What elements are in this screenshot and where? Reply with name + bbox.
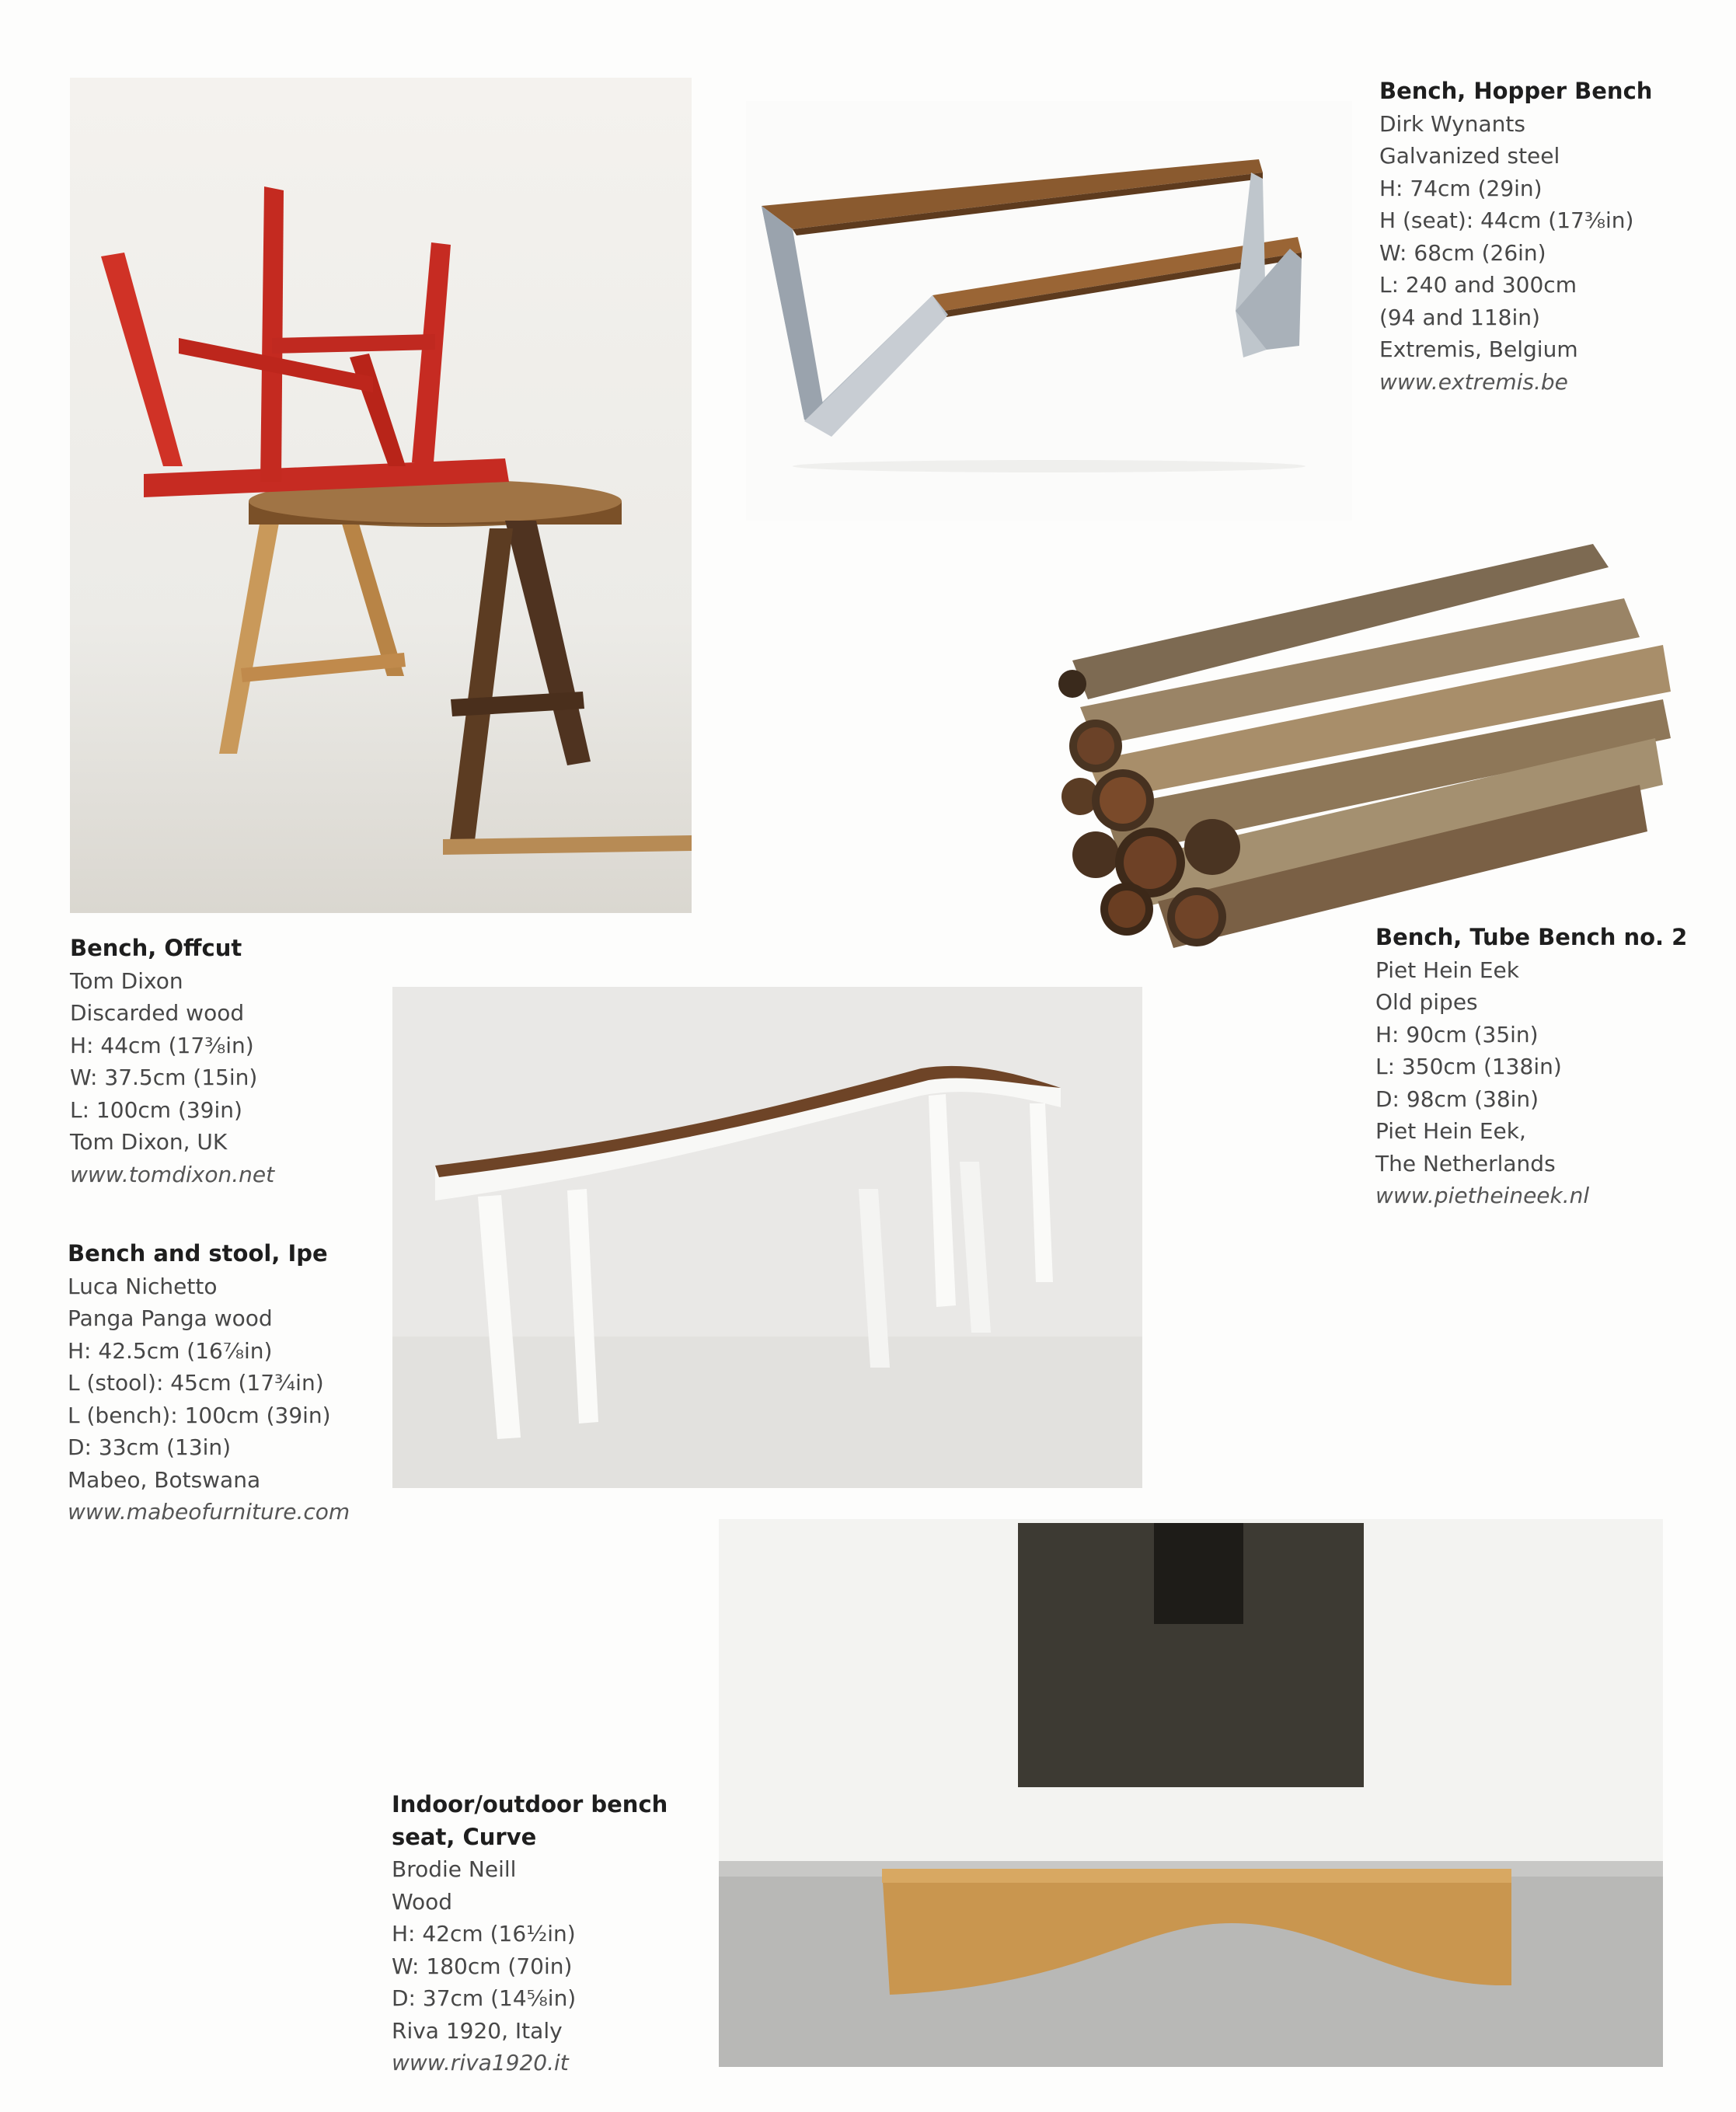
ipe-bench-length: L (bench): 100cm (39in) [68,1402,331,1428]
tube-title: Bench, Tube Bench no. 2 [1375,924,1688,950]
curve-width: W: 180cm (70in) [392,1953,573,1979]
offcut-title: Bench, Offcut [70,935,242,961]
hopper-material: Galvanized steel [1379,143,1560,169]
curve-url[interactable]: www.riva1920.it [392,2050,569,2075]
hopper-caption [1379,75,1652,398]
ipe-stool-length: L (stool): 45cm (17¾in) [68,1370,324,1396]
hopper-length-inches: (94 and 118in) [1379,304,1540,330]
tube-length: L: 350cm (138in) [1375,1054,1562,1079]
hopper-length: L: 240 and 300cm [1379,272,1577,298]
tube-height: H: 90cm (35in) [1375,1021,1539,1047]
curve-title-line1: Indoor/outdoor bench [392,1791,668,1818]
offcut-length: L: 100cm (39in) [70,1096,242,1123]
offcut-material: Discarded wood [70,1000,245,1026]
offcut-maker: Tom Dixon, UK [70,1129,228,1155]
hopper-url[interactable]: www.extremis.be [1379,368,1568,395]
ipe-title: Bench and stool, Ipe [68,1240,328,1267]
offcut-designer: Tom Dixon [70,967,183,994]
curve-depth: D: 37cm (14⅝in) [392,1985,577,2011]
hopper-maker: Extremis, Belgium [1379,336,1578,362]
ipe-height: H: 42.5cm (16⅞in) [68,1337,273,1364]
hopper-bench-photo [746,101,1352,521]
ipe-depth: D: 33cm (13in) [68,1434,232,1460]
curve-caption [392,1789,668,2079]
hopper-seat-height: H (seat): 44cm (17⅜in) [1379,207,1634,233]
hopper-title: Bench, Hopper Bench [1379,78,1653,104]
ipe-material: Panga Panga wood [68,1305,273,1331]
offcut-url[interactable]: www.tomdixon.net [70,1161,275,1187]
hopper-height: H: 74cm (29in) [1379,175,1543,201]
ipe-url[interactable]: www.mabeofurniture.com [68,1499,350,1525]
hopper-width: W: 68cm (26in) [1379,239,1546,266]
tube-material: Old pipes [1375,989,1478,1015]
offcut-height: H: 44cm (17⅜in) [70,1032,254,1058]
hopper-designer: Dirk Wynants [1379,110,1525,137]
tube-bench-photo [1049,536,1671,956]
tube-depth: D: 98cm (38in) [1375,1086,1539,1112]
offcut-width: W: 37.5cm (15in) [70,1065,258,1090]
curve-height: H: 42cm (16½in) [392,1921,576,1946]
curve-title-line2: seat, Curve [392,1823,537,1850]
curve-designer: Brodie Neill [392,1856,517,1882]
tube-url[interactable]: www.pietheineek.nl [1375,1183,1590,1208]
tube-designer: Piet Hein Eek [1375,957,1519,983]
ipe-maker: Mabeo, Botswana [68,1466,261,1493]
ipe-caption [68,1238,350,1528]
tube-caption [1375,922,1687,1212]
tube-maker: Piet Hein Eek, [1375,1118,1526,1144]
ipe-designer: Luca Nichetto [68,1273,218,1299]
offcut-caption [70,932,274,1190]
curve-bench-photo [719,1519,1663,2067]
curve-maker: Riva 1920, Italy [392,2017,563,2044]
tube-maker-country: The Netherlands [1375,1150,1556,1176]
ipe-bench-photo [392,987,1142,1488]
offcut-bench-photo [70,78,692,913]
curve-material: Wood [392,1888,453,1915]
